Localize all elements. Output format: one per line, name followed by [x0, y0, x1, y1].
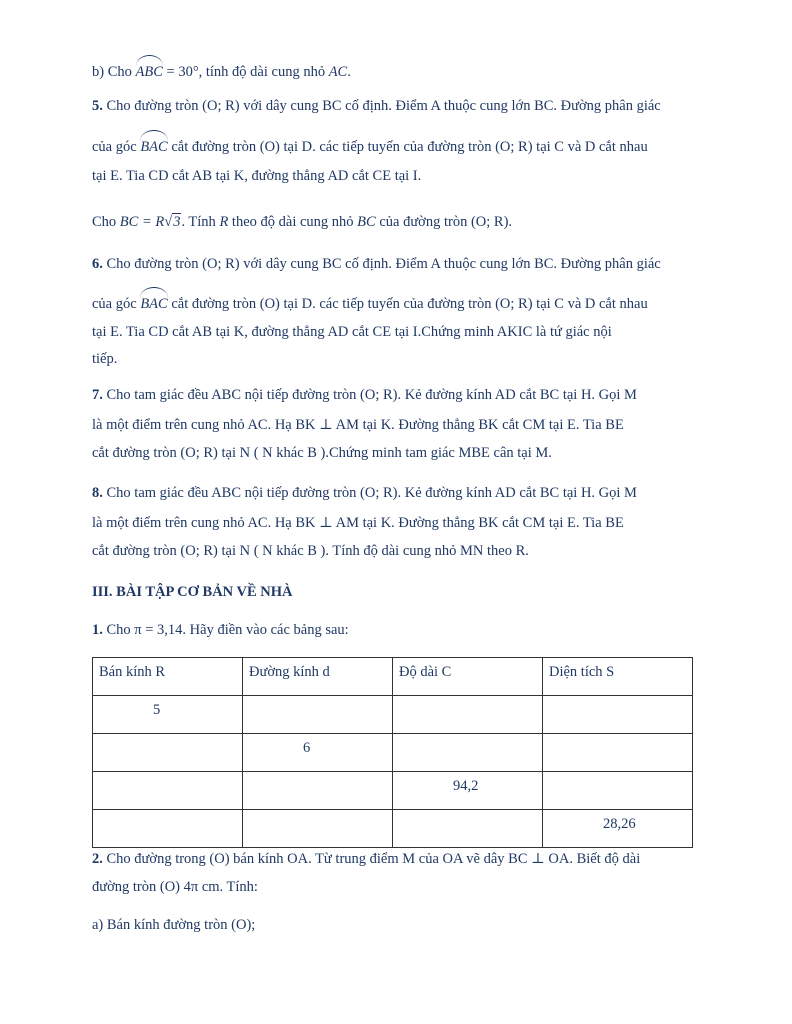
q5-line-2 [92, 135, 648, 157]
text: Cho π = 3,14. Hãy điền vào các bảng sau: [102, 622, 349, 638]
cell-value [243, 696, 392, 704]
question-number: 6. [92, 256, 103, 272]
arc-bac: BAC [140, 135, 167, 157]
table-cell [393, 734, 543, 772]
table-row [93, 772, 693, 810]
question-number: 7. [92, 387, 103, 403]
question-number: 1. [92, 622, 103, 638]
sqrt-symbol: √3 [164, 214, 181, 230]
text: a) Bán kính đường tròn (O); [92, 917, 256, 933]
text: cắt đường tròn (O; R) tại N ( N khác B ).Chứng minh tam giác MBE cân tại M. [92, 445, 552, 461]
q6-line-4 [92, 349, 117, 369]
table-header-cell [243, 658, 393, 696]
cell-value: 28,26 [603, 816, 636, 832]
q8-line-2 [92, 513, 624, 533]
cell-value [393, 696, 542, 704]
text: tại E. Tia CD cắt AB tại K, đường thẳng AD cắt CE tại I. [92, 168, 422, 184]
exercise-2-line-1 [92, 849, 640, 869]
math-bc: BC [357, 214, 376, 230]
cell-value: 94,2 [453, 778, 479, 794]
header-circumference: Độ dài C [399, 664, 452, 680]
cell-value [393, 734, 542, 742]
table-cell [93, 696, 243, 734]
part-b-line [92, 60, 351, 82]
cell-value: 5 [153, 702, 161, 718]
table-header-cell [543, 658, 693, 696]
exercise-1-line [92, 620, 349, 640]
table-cell [93, 772, 243, 810]
arc-abc: ABC [136, 60, 163, 82]
header-area: Diện tích S [549, 664, 615, 680]
cell-value [543, 772, 692, 780]
cell-value [93, 734, 242, 742]
exercise-2-line-2 [92, 877, 258, 897]
table-cell [243, 772, 393, 810]
table-cell [393, 772, 543, 810]
cell-value [93, 772, 242, 780]
table-cell [543, 696, 693, 734]
text: theo độ dài cung nhỏ [228, 214, 358, 230]
table-cell [243, 810, 393, 848]
text: của đường tròn (O; R). [375, 214, 513, 230]
q6-line-3 [92, 322, 612, 342]
text: là một điểm trên cung nhỏ AC. Hạ BK ⊥ AM tại K. Đường thẳng BK cắt CM tại E. Tia BE [92, 417, 624, 433]
q7-line-3 [92, 443, 552, 463]
table-cell [243, 696, 393, 734]
cell-value [543, 696, 692, 704]
text: Cho đường tròn (O; R) với dây cung BC cố định. Điểm A thuộc cung lớn BC. Đường phân giác [102, 256, 661, 272]
cell-value [243, 772, 392, 780]
exercise-2-line-3 [92, 915, 255, 935]
table-header-row [93, 658, 693, 696]
cell-value [93, 810, 242, 818]
cell-value: 6 [303, 740, 311, 756]
math-r: R [219, 214, 229, 230]
table-row [93, 696, 693, 734]
text: là một điểm trên cung nhỏ AC. Hạ BK ⊥ AM tại K. Đường thẳng BK cắt CM tại E. Tia BE [92, 515, 624, 531]
table-row [93, 810, 693, 848]
section-heading: III. BÀI TẬP CƠ BẢN VỀ NHÀ [92, 584, 293, 600]
text: Cho đường trong (O) bán kính OA. Từ trung điểm M của OA vẽ dây BC ⊥ OA. Biết độ dài [102, 851, 641, 867]
q7-line-1 [92, 385, 637, 405]
text: đường tròn (O) 4π cm. Tính: [92, 879, 258, 895]
text: Cho đường tròn (O; R) với dây cung BC cố định. Điểm A thuộc cung lớn BC. Đường phân giác [102, 98, 661, 114]
q8-line-3 [92, 541, 529, 561]
header-diameter: Đường kính d [249, 664, 330, 680]
text: của góc [92, 139, 141, 155]
table-cell [393, 696, 543, 734]
text: . [347, 64, 351, 80]
text: = 30°, tính độ dài cung nhỏ [162, 64, 329, 80]
table-header-cell [93, 658, 243, 696]
q8-line-1 [92, 483, 637, 503]
radicand: 3 [173, 214, 181, 230]
text: của góc [92, 296, 141, 312]
text: tiếp. [92, 351, 118, 367]
text: cắt đường tròn (O; R) tại N ( N khác B ). Tính độ dài cung nhỏ MN theo R. [92, 543, 529, 559]
q5-line-1 [92, 96, 661, 116]
q7-line-2 [92, 415, 624, 435]
table-cell [543, 810, 693, 848]
table-cell [93, 734, 243, 772]
table-cell [243, 734, 393, 772]
text: Cho [92, 214, 120, 230]
text: cắt đường tròn (O) tại D. các tiếp tuyến của đường tròn (O; R) tại C và D cắt nhau [167, 139, 648, 155]
cell-value [243, 810, 392, 818]
q5-line-3 [92, 166, 421, 186]
q6-line-2 [92, 292, 648, 314]
text: tại E. Tia CD cắt AB tại K, đường thẳng AD cắt CE tại I.Chứng minh AKIC là tứ giác nội [92, 324, 612, 340]
arc-bac: BAC [140, 292, 167, 314]
table-header-cell [393, 658, 543, 696]
cell-value [393, 810, 542, 818]
text: b) Cho [92, 64, 136, 80]
text: Cho tam giác đều ABC nội tiếp đường tròn (O; R). Kẻ đường kính AD cắt BC tại H. Gọi M [102, 387, 637, 403]
text: . Tính [181, 214, 220, 230]
circle-table [92, 657, 693, 848]
text: cắt đường tròn (O) tại D. các tiếp tuyến của đường tròn (O; R) tại C và D cắt nhau [167, 296, 648, 312]
question-number: 5. [92, 98, 103, 114]
table-cell [543, 734, 693, 772]
math-ac: AC [328, 64, 348, 80]
header-radius: Bán kính R [99, 664, 166, 680]
q6-line-1 [92, 254, 661, 274]
table-cell [93, 810, 243, 848]
text: Cho tam giác đều ABC nội tiếp đường tròn (O; R). Kẻ đường kính AD cắt BC tại H. Gọi M [102, 485, 637, 501]
math-bc-eq: BC = R [119, 214, 165, 230]
q5-line-4 [92, 212, 512, 232]
cell-value [543, 734, 692, 742]
question-number: 2. [92, 851, 103, 867]
table-cell [393, 810, 543, 848]
table-row [93, 734, 693, 772]
question-number: 8. [92, 485, 103, 501]
table-cell [543, 772, 693, 810]
